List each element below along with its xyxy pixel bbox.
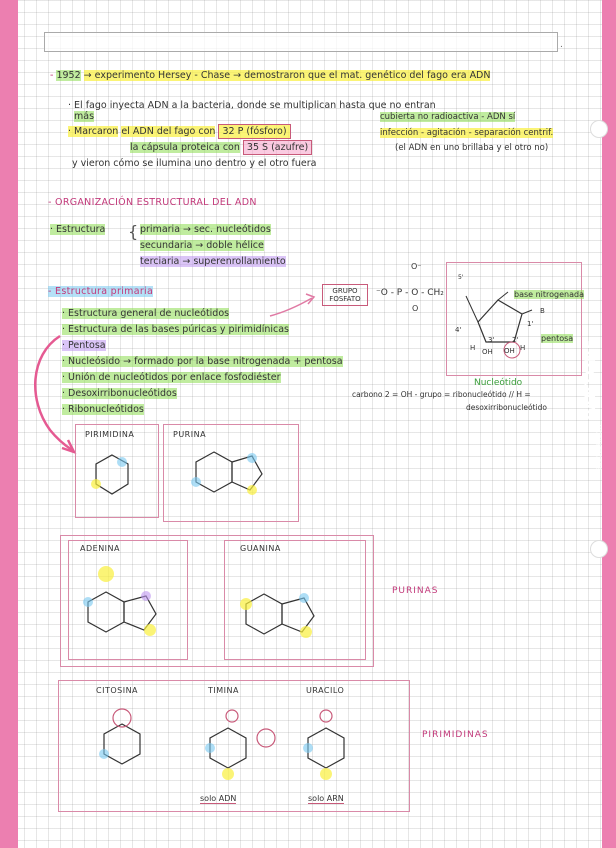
estructura-terciaria: terciaria → superenrollamiento (140, 256, 286, 267)
c3-label: 3' (488, 336, 495, 344)
oh-2: OH (504, 347, 515, 355)
primaria-item: · Ribonucleótidos (62, 404, 144, 415)
c5-label: 5' (458, 274, 464, 281)
estructura-label: · Estructura (50, 224, 106, 235)
primaria-item: · Pentosa (62, 340, 106, 351)
history-right-2: infección - agitación - separación centrif. (380, 128, 554, 138)
c4-label: 4' (455, 326, 462, 334)
adenina-box (68, 540, 188, 660)
history-line-1: - 1952 → experimento Hersey - Chase → demostraron que el mat. genético del fago era ADN (50, 70, 491, 81)
estructura-secundaria: secundaria → doble hélice (140, 240, 264, 251)
purinas-label: PURINAS (392, 586, 439, 596)
uracilo-label: URACILO (306, 686, 345, 695)
year: 1952 (56, 70, 81, 81)
brand-sub: ESCOLOFI.COM (596, 424, 603, 470)
grupo-fosfato-box: GRUPO FOSFATO (322, 284, 368, 306)
brand-logo: PANTONE (583, 338, 599, 420)
pirimidina-label: PIRIMIDINA (85, 430, 135, 439)
timina-label: TIMINA (208, 686, 239, 695)
carbono-line-2: desoxirribonucleótido (466, 403, 547, 412)
phosphate-o-bottom: O (412, 304, 419, 313)
primaria-item: · Nucleósido → formado por la base nitrogenada + pentosa (62, 356, 343, 367)
estructura-primaria: primaria → sec. nucleótidos (140, 224, 271, 235)
history-line-4: la cápsula proteica con 35 S (azufre) (130, 142, 312, 153)
guanina-box (224, 540, 366, 660)
org-title: - ORGANIZACIÓN ESTRUCTURAL DEL ADN (48, 197, 257, 208)
carbono-line-1: carbono 2 = OH - grupo = ribonucleótido // H = (352, 390, 531, 399)
primaria-item: · Unión de nucleótidos por enlace fosfodiéster (62, 372, 281, 383)
brace: { (128, 222, 139, 241)
primaria-title: - Estructura primaria (48, 286, 154, 297)
pirimidinas-label: PIRIMIDINAS (422, 730, 489, 740)
base-nitrogenada-label: base nitrogenada (514, 290, 585, 299)
history-line-2: · El fago inyecta ADN a la bacteria, donde se multiplican hasta que no entran (68, 100, 436, 111)
phosphate-chain: ⁻O - P - O - CH₂ (376, 288, 444, 298)
history-line-5: y vieron cómo se ilumina uno dentro y el otro fuera (72, 158, 317, 169)
history-line-2b: más (74, 111, 95, 122)
h-left: H (470, 344, 476, 352)
phosphate-o-top: O⁻ (411, 262, 422, 271)
adenina-label: ADENINA (80, 544, 120, 553)
c2-label: 2' (512, 336, 519, 344)
history-right-3: (el ADN en uno brillaba y el otro no) (395, 143, 549, 153)
guanina-label: GUANINA (240, 544, 281, 553)
pentosa-label: pentosa (541, 334, 574, 343)
c1-label: 1' (527, 320, 534, 328)
nucleotido-caption: Nucleótido (474, 378, 523, 388)
pirimidinas-box (58, 680, 410, 812)
primaria-item: · Estructura de las bases púricas y pirimidínicas (62, 324, 289, 335)
primaria-item: · Estructura general de nucleótidos (62, 308, 230, 319)
solo-arn: solo ARN (308, 794, 344, 803)
primaria-item: · Desoxirribonucleótidos (62, 388, 177, 399)
solo-adn: solo ADN (200, 794, 237, 803)
date-field: . (560, 40, 563, 50)
history-line-3: · Marcaron el ADN del fago con 32 P (fósforo) (68, 126, 291, 137)
h-right: H (520, 344, 526, 352)
oh-3: OH (482, 348, 493, 356)
citosina-label: CITOSINA (96, 686, 139, 695)
purina-label: PURINA (173, 430, 207, 439)
history-right-1: cubierta no radioactiva - ADN sí (380, 112, 516, 122)
b-label: B (540, 307, 545, 315)
